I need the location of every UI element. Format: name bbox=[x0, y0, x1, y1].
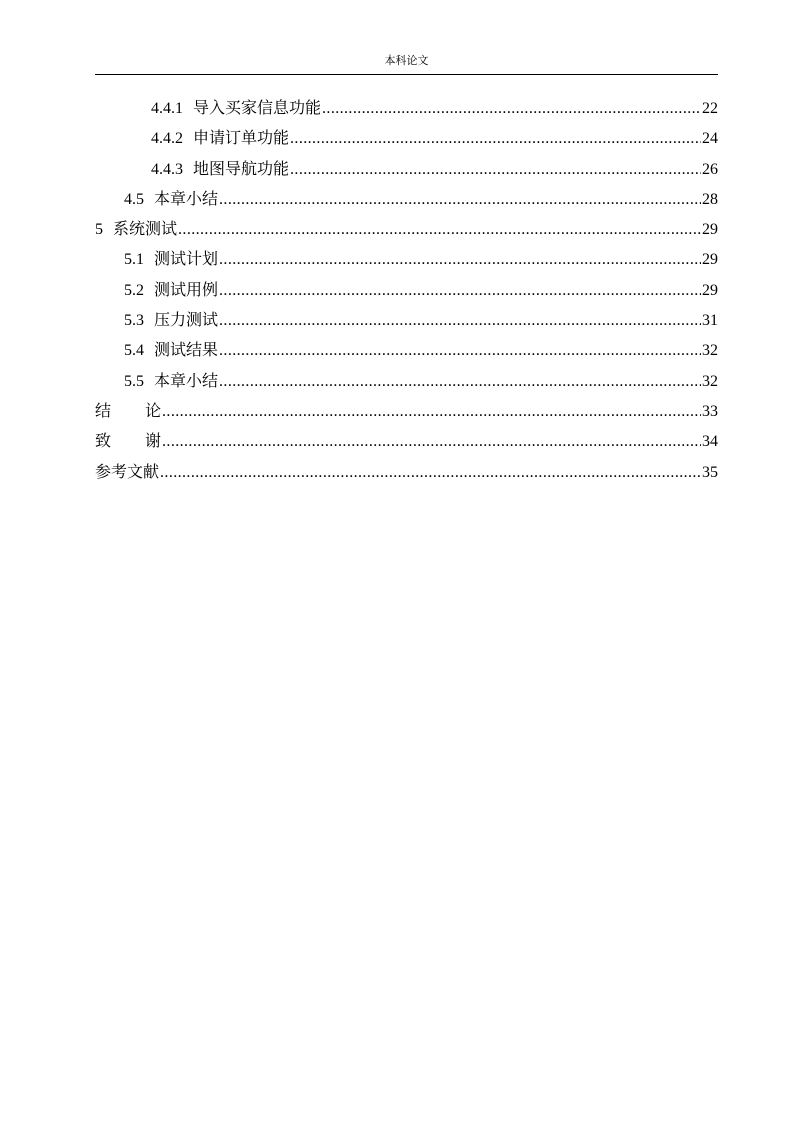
toc-entry-title-part: 致 bbox=[95, 431, 112, 451]
toc-entry-number: 5.2 bbox=[124, 281, 144, 299]
toc-dot-leader bbox=[162, 427, 701, 457]
toc-entry-title: 参考文献 bbox=[95, 461, 160, 481]
toc-entry-5-5[interactable] bbox=[95, 366, 718, 396]
toc-dot-leader bbox=[160, 458, 701, 488]
toc-entry-5[interactable] bbox=[95, 214, 718, 244]
toc-entry-title: 本章小结 bbox=[154, 370, 219, 390]
toc-entry-number: 5.5 bbox=[124, 372, 144, 390]
toc-entry-title-part: 结 bbox=[95, 400, 112, 420]
toc-entry-4-5[interactable] bbox=[95, 184, 718, 214]
toc-entry-title: 本章小结 bbox=[154, 188, 219, 208]
toc-dot-leader bbox=[178, 215, 701, 245]
toc-entry-page: 29 bbox=[702, 281, 718, 299]
toc-entry-page: 31 bbox=[702, 312, 718, 330]
toc-entry-title bbox=[95, 426, 161, 456]
toc-dot-leader bbox=[162, 397, 701, 427]
toc-entry-title-part: 论 bbox=[145, 400, 162, 420]
toc-entry-title: 申请订单功能 bbox=[193, 128, 290, 148]
toc-entry-page: 28 bbox=[702, 190, 718, 208]
toc-entry-page: 29 bbox=[702, 251, 718, 269]
toc-entry-references[interactable] bbox=[95, 457, 718, 487]
toc-entry-5-2[interactable] bbox=[95, 275, 718, 305]
toc-entry-5-4[interactable] bbox=[95, 335, 718, 365]
page-header bbox=[95, 54, 718, 75]
toc-entry-number: 5.1 bbox=[124, 251, 144, 269]
toc-entry-page: 24 bbox=[702, 130, 718, 148]
toc-entry-page: 26 bbox=[702, 160, 718, 178]
toc-dot-leader bbox=[290, 155, 701, 185]
toc-entry-number: 4.4.1 bbox=[151, 100, 183, 117]
toc-dot-leader bbox=[219, 245, 701, 275]
header-title: 本科论文 bbox=[384, 54, 429, 67]
toc-entry-page: 32 bbox=[702, 372, 718, 390]
toc-entry-number: 4.5 bbox=[124, 190, 144, 208]
toc-entry-title: 测试用例 bbox=[154, 279, 219, 299]
toc-entry-4-4-2[interactable] bbox=[95, 123, 718, 153]
toc-dot-leader bbox=[219, 185, 701, 215]
toc-entry-acknowledgements[interactable] bbox=[95, 426, 718, 456]
toc-entry-title-part: 谢 bbox=[145, 431, 162, 451]
toc-dot-leader bbox=[219, 306, 701, 336]
toc-entry-conclusion[interactable] bbox=[95, 396, 718, 426]
toc-entry-page: 33 bbox=[702, 402, 718, 420]
toc-entry-5-1[interactable] bbox=[95, 244, 718, 274]
toc-entry-title bbox=[95, 396, 161, 426]
toc-dot-leader bbox=[219, 276, 701, 306]
toc-entry-5-3[interactable] bbox=[95, 305, 718, 335]
toc-entry-number: 5 bbox=[95, 221, 103, 239]
toc-entry-number: 5.4 bbox=[124, 342, 144, 360]
toc-entry-4-4-1[interactable] bbox=[95, 93, 718, 123]
toc-entry-title: 测试计划 bbox=[154, 249, 219, 269]
toc-entry-page: 34 bbox=[702, 433, 718, 451]
table-of-contents bbox=[95, 93, 718, 487]
toc-entry-title: 导入买家信息功能 bbox=[193, 98, 322, 117]
toc-dot-leader bbox=[290, 124, 701, 154]
toc-entry-4-4-3[interactable] bbox=[95, 154, 718, 184]
toc-entry-title: 压力测试 bbox=[154, 310, 219, 330]
toc-entry-number: 4.4.3 bbox=[151, 160, 183, 178]
toc-entry-page: 22 bbox=[702, 100, 718, 117]
toc-entry-title: 地图导航功能 bbox=[193, 158, 290, 178]
toc-dot-leader bbox=[219, 367, 701, 397]
toc-entry-number: 4.4.2 bbox=[151, 130, 183, 148]
toc-dot-leader bbox=[219, 336, 701, 366]
toc-entry-page: 32 bbox=[702, 342, 718, 360]
toc-dot-leader bbox=[322, 94, 701, 124]
toc-entry-title: 系统测试 bbox=[113, 219, 178, 239]
toc-entry-page: 29 bbox=[702, 221, 718, 239]
toc-entry-title: 测试结果 bbox=[154, 340, 219, 360]
toc-entry-number: 5.3 bbox=[124, 312, 144, 330]
toc-entry-page: 35 bbox=[702, 463, 718, 481]
